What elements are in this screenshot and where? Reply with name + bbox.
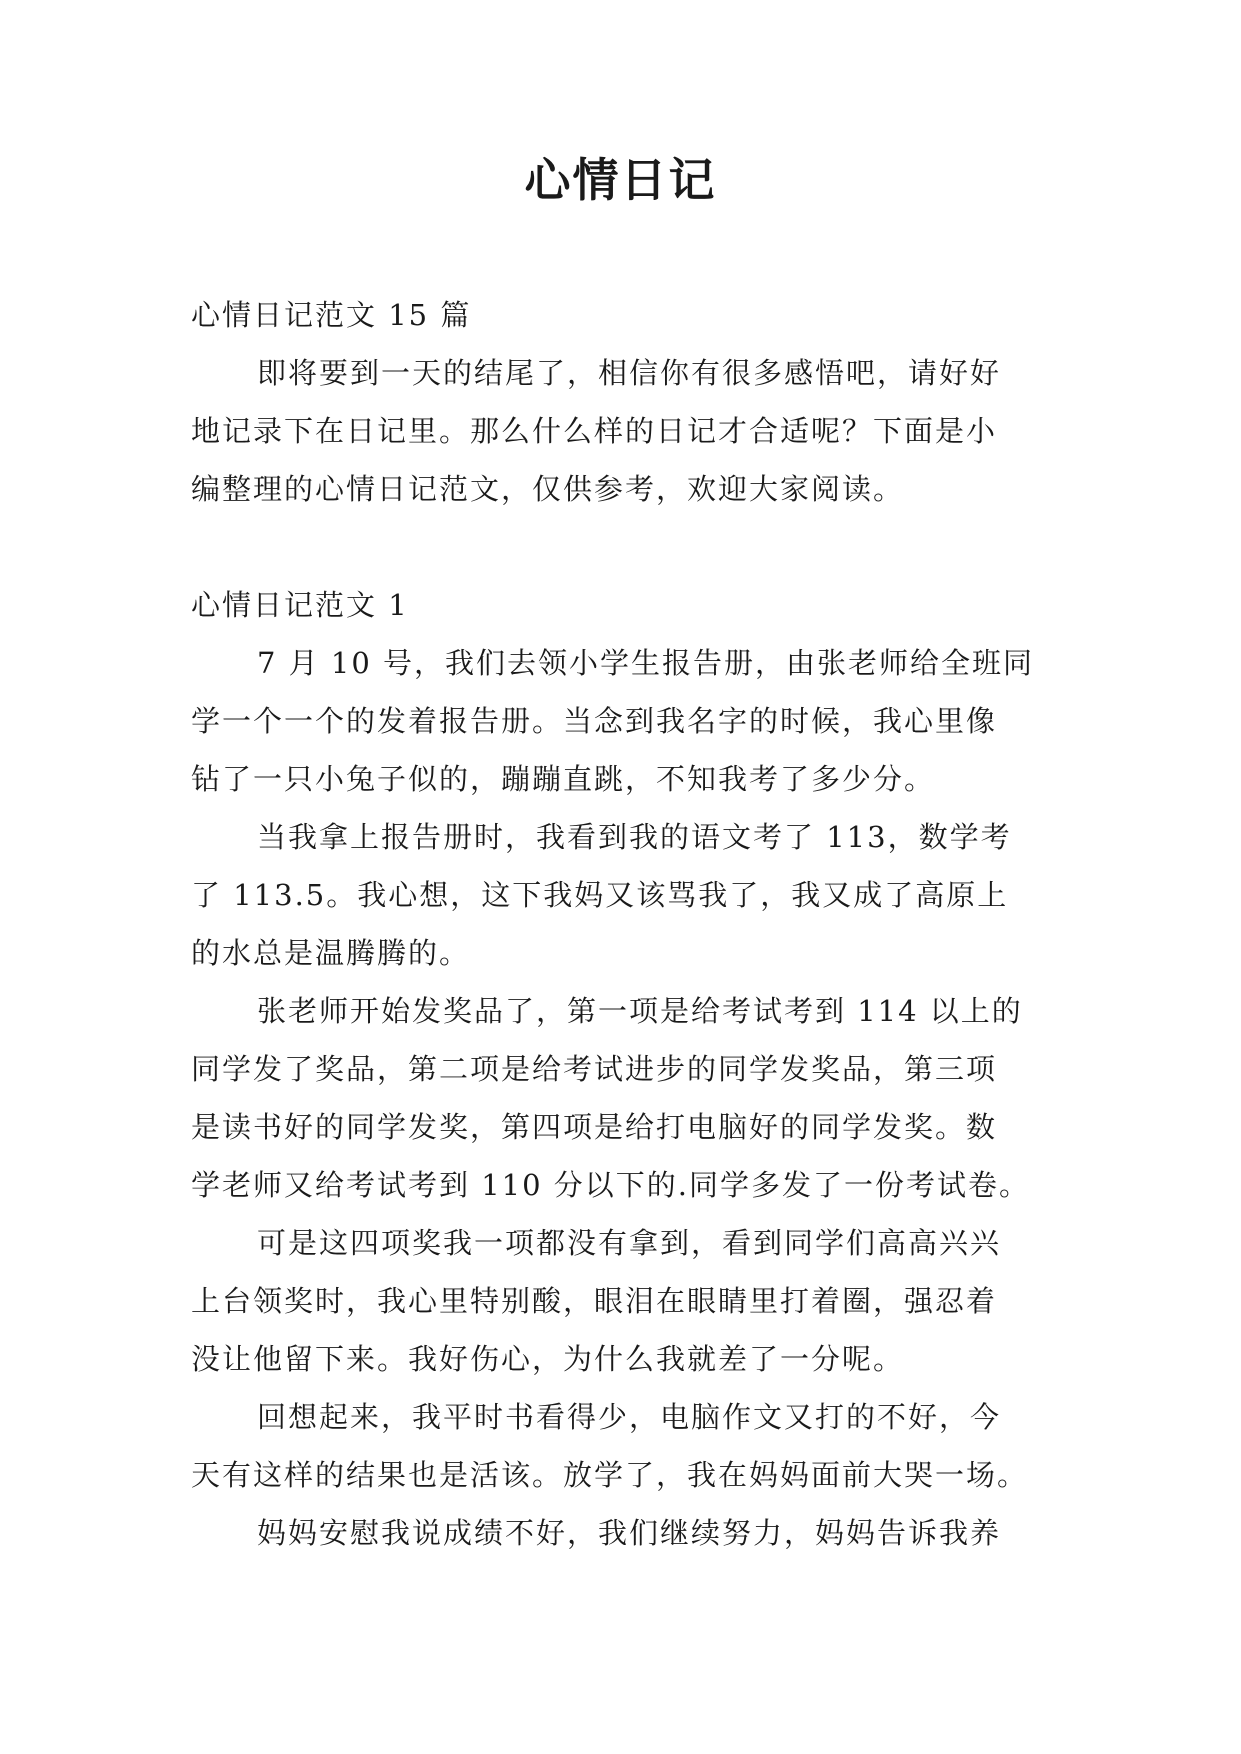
text-line: 是读书好的同学发奖，第四项是给打电脑好的同学发奖。数 (191, 1110, 998, 1144)
document-title: 心情日记 (524, 153, 717, 207)
text-line: 张老师开始发奖品了，第一项是给考试考到 114 以上的 (257, 994, 1023, 1028)
text-line: 地记录下在日记里。那么什么样的日记才合适呢？下面是小 (191, 414, 998, 448)
text-line: 学一个一个的发着报告册。当念到我名字的时候，我心里像 (191, 704, 998, 738)
text-line: 7 月 10 号，我们去领小学生报告册，由张老师给全班同 (257, 646, 1035, 680)
text-line: 学老师又给考试考到 110 分以下的.同学多发了一份考试卷。 (191, 1168, 1031, 1202)
text-line: 编整理的心情日记范文，仅供参考，欢迎大家阅读。 (191, 472, 905, 506)
text-line: 的水总是温腾腾的。 (191, 936, 471, 970)
text-line: 钻了一只小兔子似的，蹦蹦直跳，不知我考了多少分。 (191, 762, 936, 796)
text-line: 心情日记范文 15 篇 (191, 298, 472, 332)
blank-line (191, 518, 1071, 576)
text-line: 上台领奖时，我心里特别酸，眼泪在眼睛里打着圈，强忍着 (191, 1284, 998, 1318)
text-line: 心情日记范文 1 (191, 588, 409, 622)
text-line: 了 113.5。我心想，这下我妈又该骂我了，我又成了高原上 (191, 878, 1009, 912)
text-line: 可是这四项奖我一项都没有拿到，看到同学们高高兴兴 (257, 1226, 1002, 1260)
text-line: 妈妈安慰我说成绩不好，我们继续努力，妈妈告诉我养 (257, 1516, 1002, 1550)
text-line: 回想起来，我平时书看得少，电脑作文又打的不好，今 (257, 1400, 1002, 1434)
text-line: 同学发了奖品，第二项是给考试进步的同学发奖品，第三项 (191, 1052, 998, 1086)
text-line: 没让他留下来。我好伤心，为什么我就差了一分呢。 (191, 1342, 905, 1376)
document-body (191, 286, 1071, 1562)
text-line: 天有这样的结果也是活该。放学了，我在妈妈面前大哭一场。 (191, 1458, 1029, 1492)
text-line: 当我拿上报告册时，我看到我的语文考了 113，数学考 (257, 820, 1012, 854)
text-line: 即将要到一天的结尾了，相信你有很多感悟吧，请好好 (257, 356, 1002, 390)
